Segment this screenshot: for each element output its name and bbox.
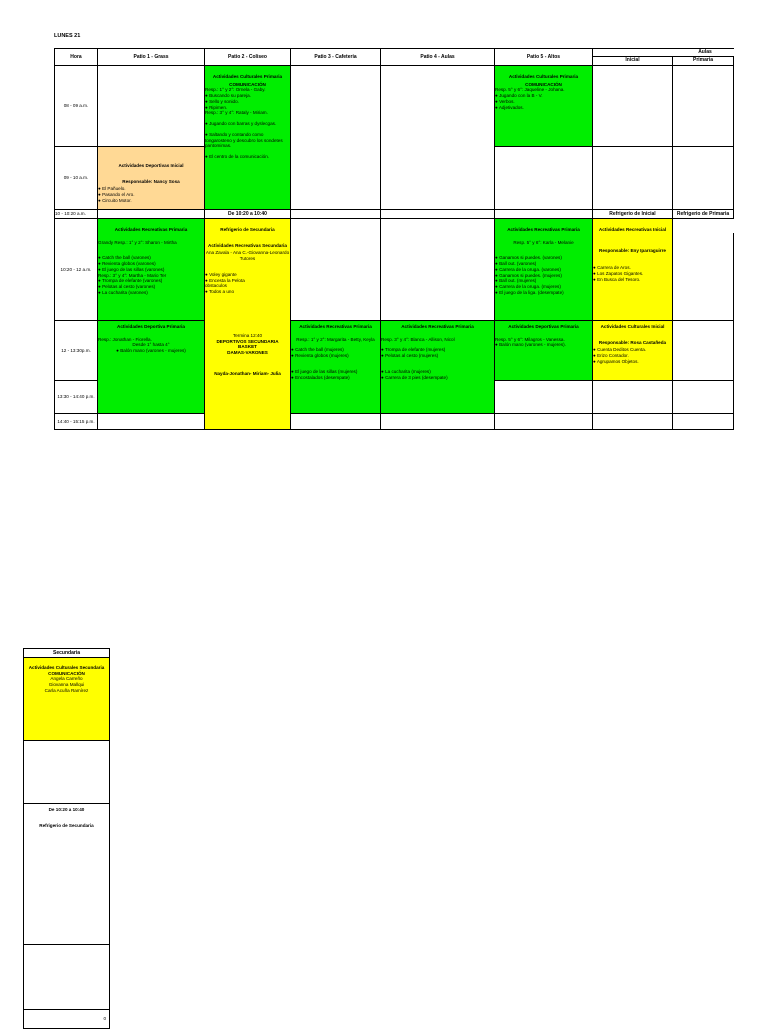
- altos-recreativas-block: [494, 218, 593, 321]
- list-item: ● Pelotas al cesto (varones): [98, 284, 156, 290]
- list-item: ● Verbos.: [495, 98, 515, 104]
- deportivas-inicial-block: [97, 146, 205, 210]
- header-hora: Hora: [54, 48, 98, 66]
- list-item: Giovanna Mallqui: [48, 682, 85, 688]
- list-item: ● La cucharita (mujeres): [381, 368, 431, 374]
- coliseo-recreativas-block: [204, 218, 291, 430]
- header-patio-4: Patio 4 - Aulas: [380, 48, 495, 66]
- coliseo-deportivos-title: DEPORTIVOS SECUNDARIA: [216, 338, 279, 344]
- list-item: ● Trompa de elefante (varones): [98, 278, 163, 284]
- time-slot-4: 10:20 - 12 a.m.: [54, 218, 98, 321]
- list-item: ● El centro de la comunicación.: [205, 154, 270, 160]
- list-item: ● El juego de las sillas (mujeres): [291, 368, 358, 374]
- time-slot-3: 10 - 10:20 a.m.: [54, 209, 98, 219]
- time-slot-6: 13:30 - 14:40 p.m.: [54, 380, 98, 414]
- list-item: ● En Busca del Tesoro.: [593, 276, 641, 282]
- block-title: Refrigerio de Secundaria: [220, 227, 275, 232]
- empty-cell: [380, 218, 495, 321]
- header-patio-2: Patio 2 - Coliseo: [204, 48, 291, 66]
- block-title: Actividades Recreativas Inicial: [598, 227, 667, 232]
- list-item: ● La cucharita (varones): [98, 289, 148, 295]
- block-responsible: Resp. 3° y 4°: Blanca - Allison, Nicol: [381, 336, 455, 342]
- header-primaria: Primaria: [672, 56, 734, 66]
- list-item: ● Erizo Contador.: [593, 353, 629, 359]
- block-subtitle: COMUNICACIÓN: [525, 81, 562, 87]
- header-aulas: Aulas: [698, 49, 712, 55]
- block-responsible: Responsable: Rosa Castañeda: [598, 339, 667, 345]
- empty-cell: [592, 413, 673, 430]
- refrigerio-coliseo: De 10:20 a 10:40: [204, 209, 291, 219]
- header-secundaria: Secundaria: [23, 648, 110, 658]
- empty-cell: [380, 65, 495, 210]
- list-item: ● Sello y sonido.: [205, 98, 239, 104]
- grass-deportiva-block: [97, 320, 205, 414]
- block-subtitle: Actividades Recreativas Secundaria: [208, 242, 287, 248]
- list-item: ● Catch the ball (varones): [98, 255, 151, 261]
- block-tutores: Tutores: [239, 256, 256, 262]
- list-item: ● Encostalados (desempate): [291, 374, 350, 380]
- culturales-inicial-block: [592, 320, 673, 381]
- altos-culturales-block: [494, 65, 593, 147]
- empty-cell: [672, 380, 734, 414]
- coliseo-termina: Termina 12:40: [232, 333, 263, 338]
- block-responsible: Resp. 5° y 6°: Karla - Melanie: [513, 239, 574, 245]
- aulas-recreativas-block: [380, 320, 495, 414]
- list-item: ● Adjetivados.: [495, 104, 524, 110]
- empty-cell: [494, 413, 593, 430]
- empty-cell: [97, 413, 205, 430]
- list-item: ● Buscando su pareja.: [205, 93, 251, 99]
- block-responsible: Resp.: 3° y 4°: Rataly - Miriam.: [205, 110, 268, 116]
- empty-cell: [494, 146, 593, 210]
- coliseo-damas: DAMAS-VARONES: [227, 350, 268, 356]
- list-item: ● Ganamos si puedes. (varones): [495, 255, 562, 261]
- empty-cell: [592, 380, 673, 414]
- empty-cell: [97, 65, 205, 147]
- empty-cell: [290, 218, 381, 321]
- block-desde: Desde 1° hasta 4°: [132, 342, 170, 348]
- block-responsible: Resp.: 1° y 2°: Ornela - Gaby.: [205, 87, 266, 93]
- list-item: ● Jugando con barras y dyslecgas.: [205, 121, 277, 127]
- list-item: ● Saltando y contando como tongarosteno y descubro los sondetes pantomimas.: [205, 131, 283, 149]
- list-item: ● Los Zapatos Gigantes.: [593, 271, 644, 277]
- list-item: ● Pasando el Aro.: [98, 192, 135, 198]
- footer-value: 0: [103, 1016, 106, 1021]
- time-slot-5: 12 - 13:30p.m.: [54, 320, 98, 381]
- refrigerio-label: Refrigerio de Secundaria: [39, 822, 94, 828]
- time-slot-7: 14:40 - 15:15 p.m.: [54, 413, 98, 430]
- list-item: ● Encesta la Pelota: [205, 277, 245, 283]
- list-item: Angela Carreño: [50, 676, 83, 682]
- list-item: ● Revienta globos (mujeres): [291, 353, 349, 359]
- list-item: ● Balón mano (varones - mujeres).: [495, 342, 566, 348]
- list-item: ● Voley gigante: [205, 271, 237, 277]
- list-item: ● El Pañuelo.: [98, 186, 126, 192]
- list-item: ● Circuito Motor.: [98, 197, 132, 203]
- secundaria-culturales-block: [23, 657, 110, 741]
- coliseo-deportivos-responsible: Nayda-Jonathan- Miriam- Julia: [214, 370, 281, 376]
- footer-cell: [23, 1009, 110, 1029]
- list-item: ● Ball out. (varones): [495, 261, 537, 267]
- block-title: Actividades Deportivas Primaria: [508, 324, 579, 329]
- list-item: ● Agrupamos Objetos.: [593, 358, 639, 364]
- empty-cell: [290, 65, 381, 210]
- header-patio-3: Patio 3 - Cafeteria: [290, 48, 381, 66]
- empty-cell: [494, 380, 593, 414]
- block-title: Actividades Recreativas Primaria: [114, 227, 188, 232]
- list-item: ● Ganamos si puedes. (mujeres): [495, 272, 562, 278]
- list-item: ● Todos a uno: [205, 289, 234, 295]
- block-title: Actividades Deportiva Primaria: [117, 324, 185, 329]
- block-responsible: Ana Zavala - Ana C.-Giovanna-Leonardo: [205, 250, 290, 256]
- header-patio-5: Patio 5 - Altos: [494, 48, 593, 66]
- page-title: LUNES 21: [54, 33, 81, 39]
- block-responsible: Resp.: 3° y 4°: Martha - Mario Ter: [98, 272, 167, 278]
- block-responsible: Responsable: Eny Iparraguirre: [599, 247, 666, 253]
- list-item: ● Carrera de la oruga. (varones): [495, 266, 561, 272]
- block-title: Actividades Culturales Primaria: [508, 74, 579, 79]
- list-item: ● Carrera de la oruga. (mujeres): [495, 284, 561, 290]
- empty-cell: [672, 146, 734, 210]
- list-item: Carla Acuña Ramírez: [44, 687, 89, 693]
- block-title: Actividades Recreativas Primaria: [299, 324, 372, 329]
- list-item: ● Carrera de 3 pies (desempate): [381, 374, 448, 380]
- recreativas-inicial-block: [592, 218, 673, 321]
- block-title: Actividades Culturales Primaria: [212, 74, 283, 79]
- refrigerio-time: De 10:20 a 10:40: [48, 807, 85, 812]
- list-item: obstaculos: [205, 283, 227, 289]
- list-item: ● Revienta globos (varones): [98, 261, 156, 267]
- empty-cell: [23, 944, 110, 1010]
- grass-recreativas-block: [97, 218, 205, 321]
- empty-cell: [672, 413, 734, 430]
- cafeteria-recreativas-block: [290, 320, 381, 414]
- coliseo-basket: BASKET: [238, 344, 257, 350]
- empty-cell: [592, 146, 673, 210]
- block-responsible: Resp.: Jonathan - Fiorella.: [98, 336, 152, 342]
- block-responsible: Grandy Resp.: 1° y 2°: Sharon - Mirtha: [98, 239, 177, 245]
- block-title: Actividades Culturales Inicial: [600, 324, 665, 329]
- empty-cell: [592, 65, 673, 147]
- header-inicial: Inicial: [592, 56, 673, 66]
- list-item: ● Ball out. (mujeres): [495, 278, 537, 284]
- block-title: Actividades Deportivas Inicial: [118, 163, 184, 168]
- list-item: ● El juego de las sillas (varones): [98, 266, 165, 272]
- empty-cell: [290, 413, 381, 430]
- block-subtitle: COMUNICACIÓN: [48, 670, 85, 676]
- time-slot-1: 08 - 09 a.m.: [54, 65, 98, 147]
- block-responsible: Resp.: 1° y 2°: Margarita - Betty, Keyla: [296, 336, 375, 342]
- block-title: Actividades Recreativas Primaria: [507, 227, 580, 232]
- list-item: ● Jugando con la B - V.: [495, 93, 543, 99]
- refrigerio-inicial: Refrigerio de Inicial: [592, 209, 673, 219]
- block-title: Actividades Recreativas Primaria: [401, 324, 474, 329]
- secundaria-refrigerio-block: [23, 803, 110, 945]
- list-item: ● Trompa de elefante (mujeres): [381, 347, 446, 353]
- altos-deportivos-block: [494, 320, 593, 381]
- empty-cell: [380, 413, 495, 430]
- list-item: ● Catch the ball (mujeres): [291, 347, 344, 353]
- list-item: ● Carrera de Aros.: [593, 265, 631, 271]
- list-item: ● Cuenta Deditos Cuenta.: [593, 347, 647, 353]
- block-title: Actividades Culturales Secundaria: [28, 665, 105, 670]
- empty-cell: [672, 320, 734, 381]
- block-responsible: Responsable: Nancy Sosa: [122, 178, 180, 184]
- empty-cell: [23, 740, 110, 804]
- block-responsible: Resp. 5° y 6°: Milagros - Vanessa.: [495, 336, 565, 342]
- header-patio-1: Patio 1 - Grass: [97, 48, 205, 66]
- empty-cell: [672, 65, 734, 147]
- block-responsible: Resp. 5° y 6°: Jaqueline - Johana.: [495, 87, 565, 93]
- list-item: ● Ripimen.: [205, 104, 228, 110]
- list-item: ● Pelotas al cesto (mujeres): [381, 353, 439, 359]
- list-item: ● Balón mano (varones - mujeres): [116, 348, 186, 354]
- block-subtitle: COMUNICACIÓN: [229, 81, 266, 87]
- refrigerio-primaria: Refrigerio de Primaria: [672, 209, 734, 219]
- list-item: ● El juego de la liga. (desempate): [495, 289, 564, 295]
- time-slot-2: 09 - 10 a.m.: [54, 146, 98, 210]
- coliseo-culturales-block: [204, 65, 291, 210]
